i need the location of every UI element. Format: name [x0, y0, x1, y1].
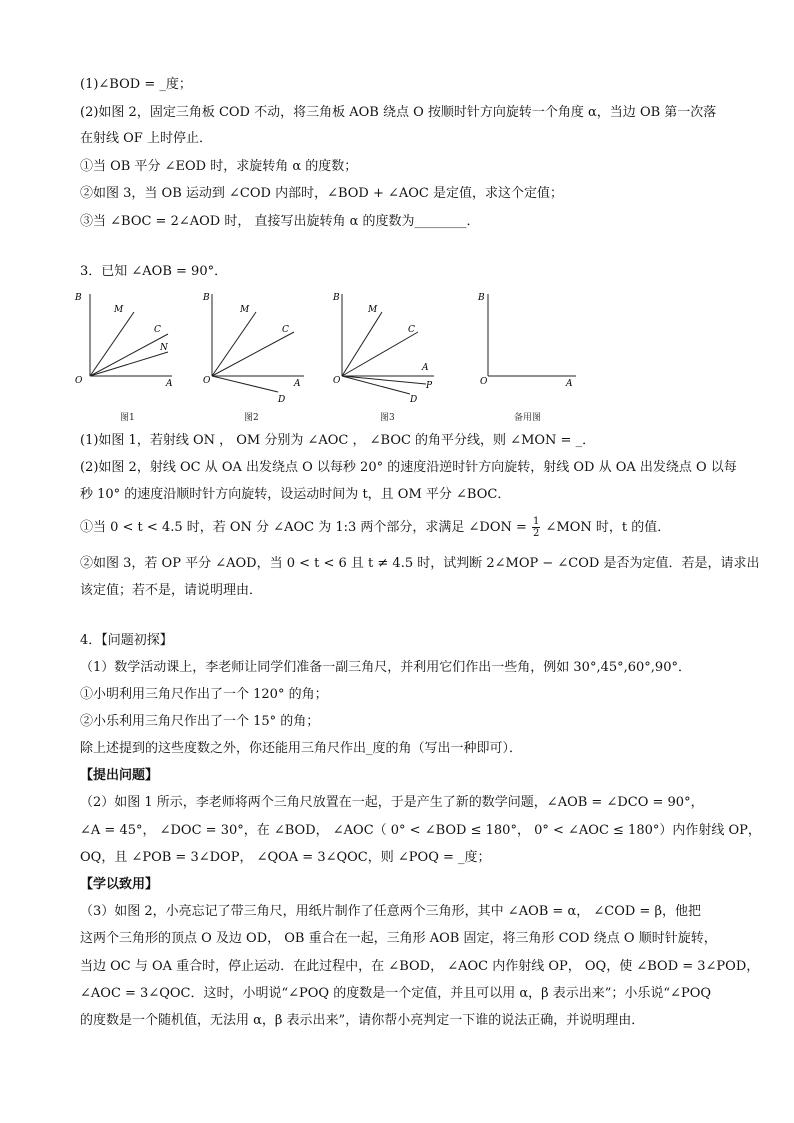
label-P: P — [426, 381, 433, 391]
label-B: B — [478, 293, 485, 303]
q3-figure-1 — [72, 288, 182, 423]
q2-sub3: ③当 ∠BOC = 2∠AOD 时， 直接写出旋转角 α 的度数为________． — [80, 214, 480, 229]
q3-part1: (1)如图 1，若射线 ON ， OM 分别为 ∠AOC ， ∠BOC 的角平分线，则 ∠MON = _． — [80, 433, 596, 448]
label-C: C — [154, 325, 161, 335]
q4-part3-line2: 这两个三角形的顶点 O 及边 OD， OB 重合在一起，三角形 AOB 固定，将三角形 COD 绕点 O 顺时针旋转， — [80, 931, 717, 946]
q2-sub2: ②如图 3，当 OB 运动到 ∠COD 内部时，∠BOD + ∠AOC 是定值，求这个定值； — [80, 186, 564, 201]
label-A: A — [566, 379, 573, 389]
q3-title: 3．已知 ∠AOB = 90°． — [80, 264, 228, 279]
q2-part1: (1)∠BOD = _度； — [80, 77, 192, 92]
one-half-fraction — [532, 516, 540, 539]
label-A: A — [422, 363, 429, 373]
q4-part3-line4: ∠AOC = 3∠QOC．这时，小明说“∠POQ 的度数是一个定值，并且可以用 α，β 表示出来”；小乐说“∠POQ — [80, 986, 712, 1001]
q3-part2-line2: 秒 10° 的速度沿顺时针方向旋转，设运动时间为 t，且 OM 平分 ∠BOC． — [80, 487, 511, 502]
label-O: O — [480, 377, 488, 387]
figure-1-diagram — [72, 288, 182, 388]
label-B: B — [203, 293, 210, 303]
q4-part2-line1: （2）如图 1 所示，李老师将两个三角尺放置在一起，于是产生了新的数学问题，∠AOB = ∠DCO = 90°， — [80, 795, 704, 810]
fraction-numerator: 1 — [533, 516, 540, 527]
label-D: D — [410, 395, 418, 405]
q4-part2-line3: OQ，且 ∠POB = 3∠DOP， ∠QOA = 3∠QOC，则 ∠POQ = _度； — [80, 850, 491, 865]
figure-1-caption: 图1 — [120, 413, 135, 423]
q3-spare-figure — [470, 288, 590, 423]
q2-part2-line1: (2)如图 2，固定三角板 COD 不动，将三角板 AOB 绕点 O 按顺时针方向旋转一个角度 α，当边 OB 第一次落 — [80, 105, 717, 120]
figure-3-diagram — [330, 288, 450, 403]
q4-part3-line1: （3）如图 2，小亮忘记了带三角尺，用纸片制作了任意两个三角形，其中 ∠AOB = α， ∠COD = β，他把 — [80, 904, 701, 919]
q3-sub1-text-b: ∠MON 时，t 的值． — [545, 520, 671, 535]
q3-sub1 — [80, 516, 670, 539]
label-A: A — [166, 379, 173, 389]
q4-heading-apply: 【学以致用】 — [80, 877, 159, 892]
label-B: B — [333, 293, 340, 303]
label-N: N — [160, 343, 168, 353]
spare-figure-caption: 备用图 — [514, 413, 542, 423]
q2-sub1: ①当 OB 平分 ∠EOD 时，求旋转角 α 的度数； — [80, 159, 358, 174]
q3-part2-line1: (2)如图 2，射线 OC 从 OA 出发绕点 O 以每秒 20° 的速度沿逆时针方向旋转，射线 OD 从 OA 出发绕点 O 以每 — [80, 460, 737, 475]
figure-2-caption: 图2 — [244, 413, 259, 423]
q4-title: 4．【问题初探】 — [80, 633, 173, 648]
q4-part1-question: 除上述提到的这些度数之外，你还能用三角尺作出_度的角（写出一种即可）． — [80, 741, 523, 756]
q3-figure-3 — [330, 288, 450, 423]
q3-sub2-line1: ②如图 3，若 OP 平分 ∠AOD，当 0 < t < 6 且 t ≠ 4.5 时，试判断 2∠MOP − ∠COD 是否为定值．若是，请求出 — [80, 556, 760, 571]
q3-figure-2 — [200, 288, 320, 423]
spare-figure-diagram — [470, 288, 590, 388]
q4-part1: （1）数学活动课上，李老师让同学们准备一副三角尺，并利用它们作出一些角，例如 30°,45°,60°,90°． — [80, 660, 691, 675]
q2-part2-line2: 在射线 OF 上时停止． — [80, 131, 212, 146]
q4-part1-a: ①小明利用三角尺作出了一个 120° 的角； — [80, 687, 328, 702]
label-M: M — [240, 305, 250, 315]
label-M: M — [368, 305, 378, 315]
label-C: C — [408, 325, 415, 335]
q3-sub1-text-a: ①当 0 < t < 4.5 时，若 ON 分 ∠AOC 为 1:3 两个部分，求满足 ∠DON = — [80, 520, 527, 535]
fraction-denominator: 2 — [533, 528, 540, 539]
q4-part1-b: ②小乐利用三角尺作出了一个 15° 的角； — [80, 714, 320, 729]
q4-heading-propose: 【提出问题】 — [80, 768, 159, 783]
label-B: B — [75, 293, 82, 303]
label-D: D — [278, 395, 286, 405]
label-O: O — [333, 376, 341, 386]
label-O: O — [203, 376, 211, 386]
figure-2-diagram — [200, 288, 320, 403]
label-M: M — [114, 305, 124, 315]
label-O: O — [75, 376, 83, 386]
label-C: C — [282, 325, 289, 335]
q4-part3-line5: 的度数是一个随机值，无法用 α，β 表示出来”，请你帮小亮判定一下谁的说法正确，并说明理由． — [80, 1013, 645, 1028]
q3-sub2-line2: 该定值；若不是，请说明理由． — [80, 583, 263, 598]
label-A: A — [294, 379, 301, 389]
q4-part2-line2: ∠A = 45°， ∠DOC = 30°，在 ∠BOD， ∠AOC（ 0° < ∠BOD ≤ 180°， 0° < ∠AOC ≤ 180°）内作射线 OP， — [80, 823, 761, 838]
q4-part3-line3: 当边 OC 与 OA 重合时，停止运动．在此过程中，在 ∠BOD， ∠AOC 内作射线 OP， OQ，使 ∠BOD = 3∠POD， — [80, 959, 760, 974]
figure-3-caption: 图3 — [380, 413, 395, 423]
